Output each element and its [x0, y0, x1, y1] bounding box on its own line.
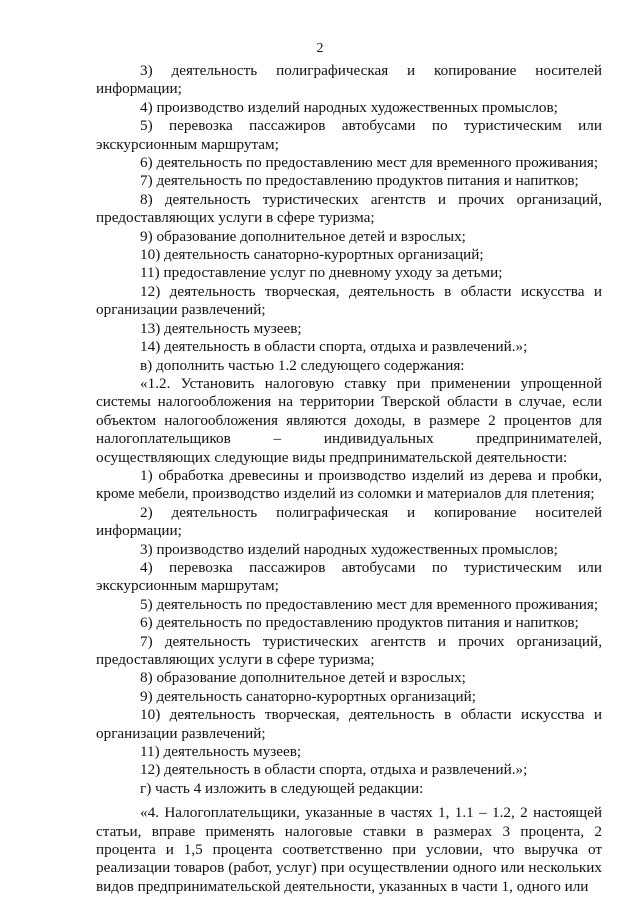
- paragraph: 1) обработка древесины и производство изделий из дерева и пробки, кроме мебели, производство изделий из соломки и материалов для плетения;: [96, 466, 602, 503]
- document-body: [96, 62, 602, 896]
- paragraph: 8) образование дополнительное детей и взрослых;: [140, 669, 466, 687]
- paragraph: 8) деятельность туристических агентств и прочих организаций, предоставляющих услуги в сфере туризма;: [96, 190, 602, 227]
- paragraph: 14) деятельность в области спорта, отдыха и развлечений.»;: [140, 338, 528, 356]
- paragraph: 6) деятельность по предоставлению продуктов питания и напитков;: [140, 614, 579, 632]
- paragraph: 10) деятельность санаторно-курортных организаций;: [140, 246, 484, 264]
- paragraph: 9) образование дополнительное детей и взрослых;: [140, 227, 466, 245]
- paragraph: 10) деятельность творческая, деятельность в области искусства и организации развлечений;: [96, 706, 602, 742]
- paragraph: 7) деятельность по предоставлению продуктов питания и напитков;: [140, 172, 579, 190]
- paragraph: 7) деятельность туристических агентств и прочих организаций, предоставляющих услуги в сфере туризма;: [96, 632, 602, 668]
- paragraph: 5) деятельность по предоставлению мест для временного проживания;: [140, 595, 599, 613]
- paragraph: 3) деятельность полиграфическая и копирование носителей информации;: [96, 62, 602, 98]
- page-number: 2: [316, 41, 324, 56]
- paragraph: 12) деятельность творческая, деятельность в области искусства и организации развлечений;: [96, 282, 602, 319]
- paragraph: 9) деятельность санаторно-курортных организаций;: [140, 687, 476, 705]
- paragraph: 3) производство изделий народных художественных промыслов;: [140, 540, 558, 558]
- paragraph: 5) перевозка пассажиров автобусами по туристическим или экскурсионным маршрутам;: [96, 117, 602, 153]
- paragraph: 4) производство изделий народных художественных промыслов;: [140, 98, 558, 116]
- paragraph: в) дополнить частью 1.2 следующего содержания:: [140, 356, 465, 374]
- paragraph: 11) предоставление услуг по дневному уходу за детьми;: [140, 264, 503, 282]
- paragraph: 6) деятельность по предоставлению мест для временного проживания;: [140, 154, 599, 172]
- paragraph: 2) деятельность полиграфическая и копирование носителей информации;: [96, 503, 602, 540]
- paragraph: 13) деятельность музеев;: [140, 319, 302, 337]
- paragraph: «4. Налогоплательщики, указанные в частях 1, 1.1 – 1.2, 2 настоящей статьи, вправе применять налоговые ставки в размерах 3 процента, 2 процента и 1,5 процента соответственно при условии, что выручка от реализации товаров (работ, услуг) при осуществлении одного или нескольких видов предпринимательской деятельности, указанных в части 1, одного или: [96, 804, 602, 895]
- paragraph: 12) деятельность в области спорта, отдыха и развлечений.»;: [140, 761, 528, 779]
- paragraph: 11) деятельность музеев;: [140, 743, 302, 761]
- paragraph: г) часть 4 изложить в следующей редакции:: [140, 779, 424, 797]
- paragraph: «1.2. Установить налоговую ставку при применении упрощенной системы налогообложения на территории Тверской области в случае, если объектом налогообложения являются доходы, в размере 2 процентов для налогоплательщиков – индивидуальных предпринимателей, осуществляющих следующие виды предпринимательской деятельности:: [96, 374, 602, 466]
- paragraph: 4) перевозка пассажиров автобусами по туристическим или экскурсионным маршрутам;: [96, 558, 602, 595]
